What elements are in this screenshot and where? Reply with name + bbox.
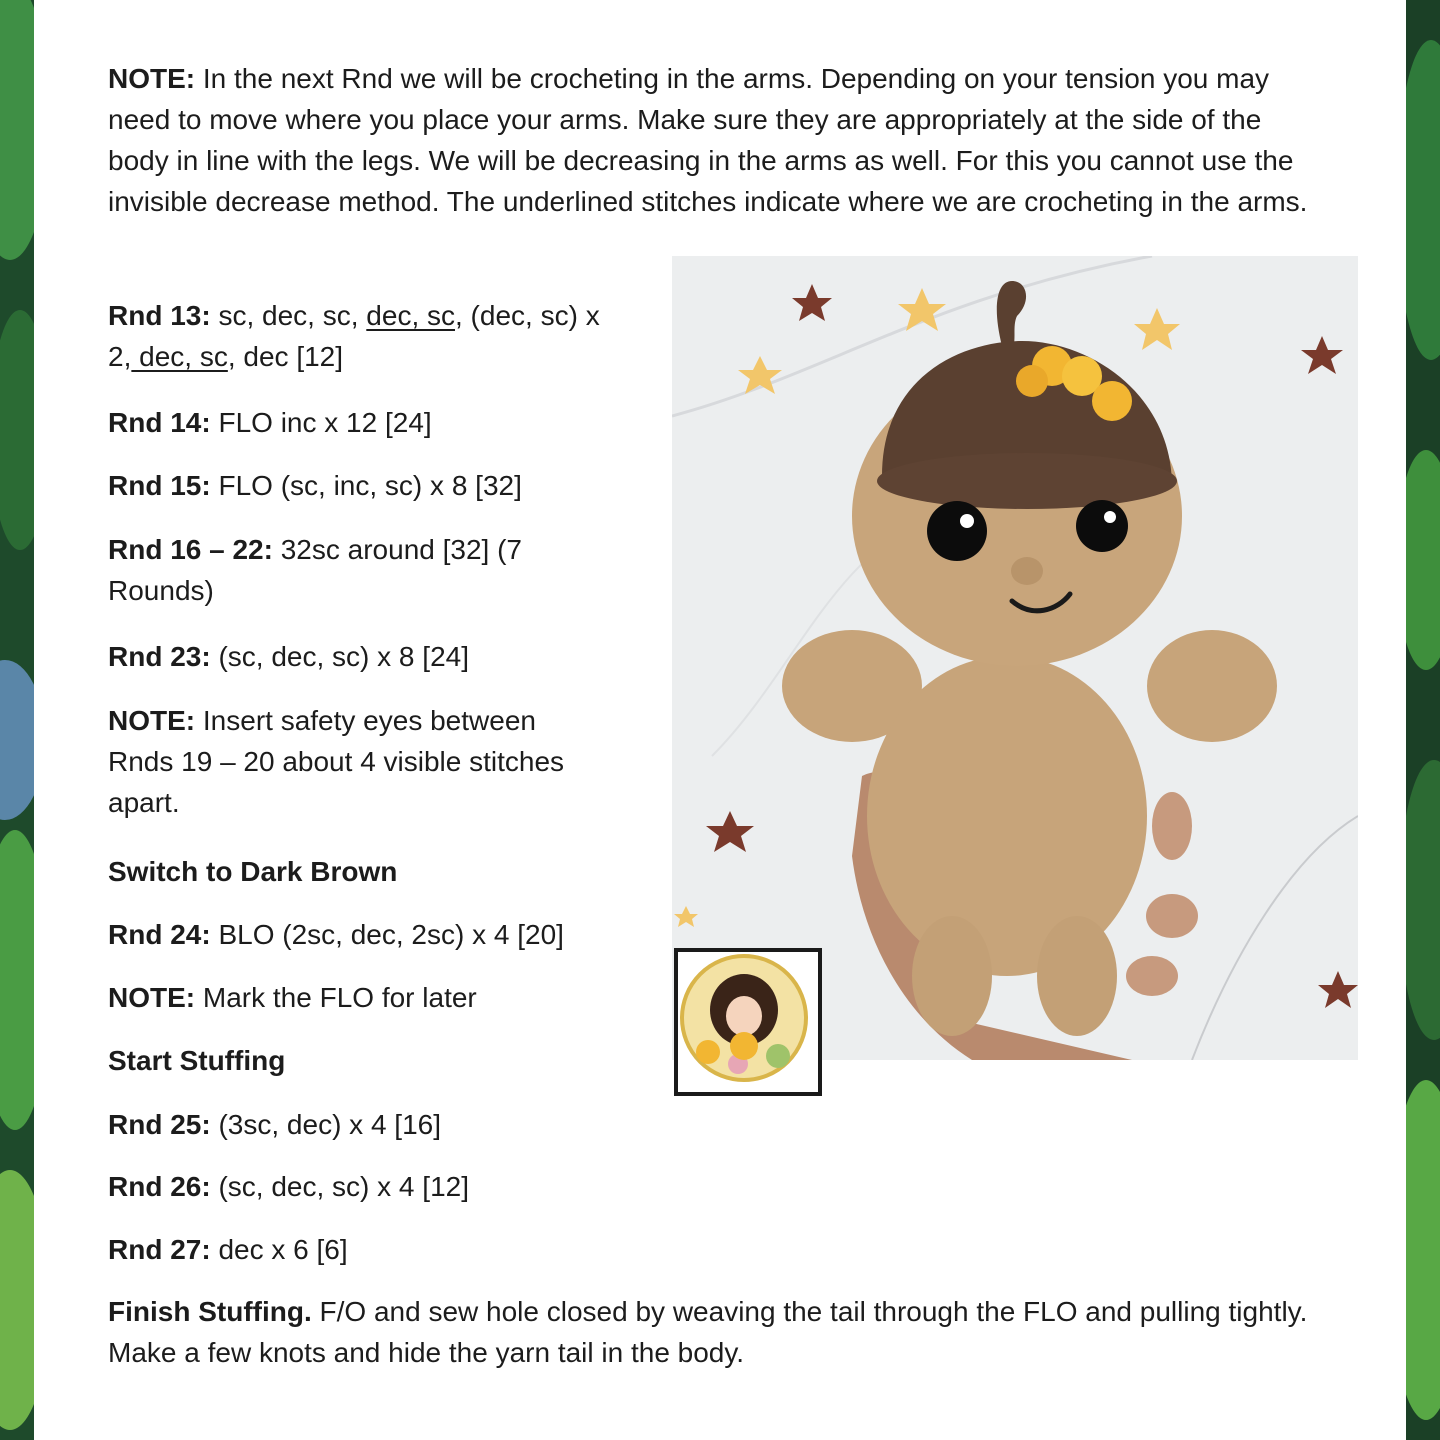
round-label: Rnd 25: xyxy=(108,1109,211,1140)
pattern-page xyxy=(34,0,1406,1440)
underlined-stitches: dec, sc xyxy=(366,300,455,331)
arms-note xyxy=(108,58,1328,222)
round-label: Rnd 27: xyxy=(108,1234,211,1265)
note-text: Mark the FLO for later xyxy=(195,982,477,1013)
round-26 xyxy=(108,1166,628,1207)
switch-color-heading xyxy=(108,851,628,892)
round-label: Rnd 13: xyxy=(108,300,211,331)
finish-text: F/O and sew hole closed by weaving the tail through the FLO and pulling tightly. Make a few knots and hide the yarn tail in the body. xyxy=(108,1296,1308,1368)
round-15 xyxy=(108,465,628,506)
finish-instructions xyxy=(108,1291,1338,1373)
round-14 xyxy=(108,402,628,443)
round-text: (sc, dec, sc) x 8 [24] xyxy=(210,641,469,672)
round-text: sc, dec, sc, xyxy=(210,300,367,331)
heading-text: Start Stuffing xyxy=(108,1045,286,1076)
leaf-background-left xyxy=(0,0,34,1440)
round-text: (3sc, dec) x 4 [16] xyxy=(210,1109,442,1140)
leaf-background-right xyxy=(1406,0,1440,1440)
round-13 xyxy=(108,295,628,377)
eyes-note xyxy=(108,700,608,823)
note-label: NOTE: xyxy=(108,705,196,736)
note-text: Insert safety eyes between Rnds 19 – 20 about 4 visible stitches apart. xyxy=(108,705,565,818)
round-text: , (dec, sc) x 2, xyxy=(108,300,600,372)
note-label: NOTE: xyxy=(108,982,196,1013)
round-25 xyxy=(108,1104,628,1145)
round-label: Rnd 26: xyxy=(108,1171,211,1202)
finish-label: Finish Stuffing. xyxy=(108,1296,312,1327)
note-label: NOTE: xyxy=(108,63,196,94)
round-24 xyxy=(108,914,628,955)
amigurumi-photo xyxy=(672,256,1358,1060)
round-label: Rnd 23: xyxy=(108,641,211,672)
round-label: Rnd 24: xyxy=(108,919,211,950)
round-27 xyxy=(108,1229,628,1270)
round-text: , dec [12] xyxy=(227,341,344,372)
round-text: FLO (sc, inc, sc) x 8 [32] xyxy=(210,470,522,501)
round-text: dec x 6 [6] xyxy=(210,1234,348,1265)
creator-badge xyxy=(674,948,822,1096)
round-16-22 xyxy=(108,529,578,611)
round-23 xyxy=(108,636,628,677)
start-stuffing-heading xyxy=(108,1040,628,1081)
round-text: 32sc around [32] (7 Rounds) xyxy=(108,534,522,606)
round-text: FLO inc x 12 [24] xyxy=(210,407,432,438)
round-label: Rnd 14: xyxy=(108,407,211,438)
heading-text: Switch to Dark Brown xyxy=(108,856,398,887)
note-text: In the next Rnd we will be crocheting in the arms. Depending on your tension you may need to move where you place your arms. Make sure they are appropriately at the side of the body in line with the legs. We will be decreasing in the arms as well. For this you cannot use the invisible decrease method. The underlined stitches indicate where we are crocheting in the arms. xyxy=(108,63,1308,217)
mark-flo-note xyxy=(108,977,628,1018)
underlined-stitches: dec, sc xyxy=(131,341,228,372)
round-label: Rnd 15: xyxy=(108,470,211,501)
round-text: (sc, dec, sc) x 4 [12] xyxy=(210,1171,469,1202)
round-text: BLO (2sc, dec, 2sc) x 4 [20] xyxy=(210,919,564,950)
round-label: Rnd 16 – 22: xyxy=(108,534,273,565)
